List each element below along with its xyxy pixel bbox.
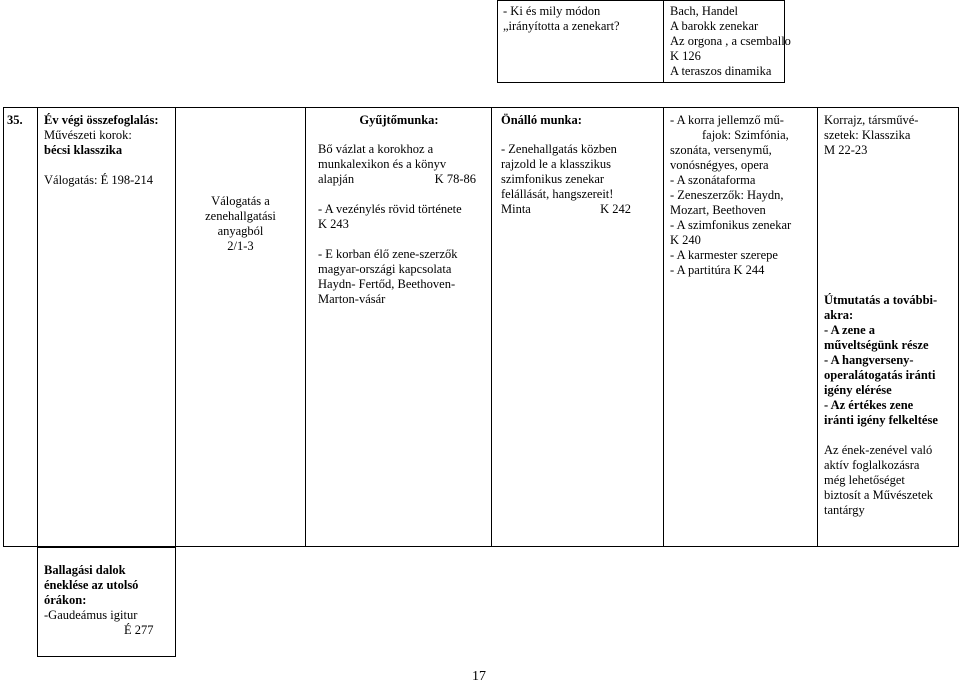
main-table-left-border <box>3 107 4 547</box>
independent-ref: K 242 <box>600 202 631 216</box>
text-line: K 126 <box>670 49 701 63</box>
text-line: - Zenehallgatás közben <box>501 142 617 156</box>
text-line: A barokk zenekar <box>670 19 759 33</box>
guide-item: - A zene a <box>824 323 876 337</box>
text-line: - Zeneszerzők: Haydn, <box>670 188 784 202</box>
bottom-box-top-border <box>37 547 176 548</box>
text-line: - A szonátaforma <box>670 173 756 187</box>
col-divider-2 <box>175 107 176 547</box>
listening-cell <box>176 194 305 254</box>
independent-cell <box>501 113 661 217</box>
top-row-mid-border <box>663 0 664 83</box>
guide-item: műveltségünk része <box>824 338 929 352</box>
text-line: A teraszos dinamika <box>670 64 772 78</box>
text-line: Bach, Handel <box>670 4 739 18</box>
top-question-cell <box>503 4 620 34</box>
farewell-title-line: éneklése az utolsó <box>44 578 139 592</box>
text-line: K 243 <box>318 217 349 231</box>
collecting-title: Gyűjtőmunka: <box>359 113 439 127</box>
text-line: szetek: Klasszika <box>824 128 911 142</box>
text-line: fajok: Szimfónia, <box>702 128 789 142</box>
col-divider-6 <box>817 107 818 547</box>
text-line: - A karmester szerepe <box>670 248 778 262</box>
collecting-cell <box>318 113 480 307</box>
col-divider-3 <box>305 107 306 547</box>
farewell-title-line: Ballagási dalok <box>44 563 126 577</box>
text-line: rajzold le a klasszikus <box>501 157 612 171</box>
text-line: Haydn- Fertőd, Beethoven- <box>318 277 456 291</box>
text-line: magyar-országi kapcsolata <box>318 262 452 276</box>
text-line: Korrajz, társművé- <box>824 113 919 127</box>
guide-item: - Az értékes zene <box>824 398 914 412</box>
top-row-left-border <box>497 0 498 83</box>
guide-title-line: akra: <box>824 308 854 322</box>
farewell-songs-cell <box>44 563 170 638</box>
text-line: 2/1-3 <box>227 239 254 253</box>
top-row-top-border <box>497 0 785 1</box>
text-line: munkalexikon és a könyv <box>318 157 447 171</box>
text-line: aktív foglalkozásra <box>824 458 920 472</box>
text-line: - Ki és mily módon <box>503 4 601 18</box>
topic-subtitle: Művészeti korok: <box>44 128 132 142</box>
text-line: - A partitúra K 244 <box>670 263 765 277</box>
col-divider-4 <box>491 107 492 547</box>
text-line: K 240 <box>670 233 701 247</box>
farewell-title-line: órákon: <box>44 593 87 607</box>
farewell-song: -Gaudeámus igitur <box>44 608 138 622</box>
farewell-ref: É 277 <box>124 623 154 637</box>
collecting-ref: K 78-86 <box>434 172 476 186</box>
topic-title: Év végi összefoglalás: <box>44 113 159 127</box>
text-line: Mozart, Beethoven <box>670 203 766 217</box>
notes-cell <box>824 113 938 518</box>
guide-title-line: Útmutatás a további- <box>824 293 938 307</box>
top-row-bottom-border <box>497 82 785 83</box>
text-line: - A korra jellemző mű- <box>670 113 784 127</box>
guide-item: operalátogatás iránti <box>824 368 936 382</box>
topic-cell <box>44 113 159 188</box>
text-line: M 22-23 <box>824 143 868 157</box>
col-divider-5 <box>663 107 664 547</box>
guide-item: iránti igény felkeltése <box>824 413 938 427</box>
text-line: Minta <box>501 202 531 216</box>
knowledge-cell <box>670 113 791 278</box>
text-line: zenehallgatási <box>205 209 276 223</box>
lesson-number: 35. <box>7 113 23 127</box>
guide-item: igény elérése <box>824 383 892 397</box>
text-line: - A szimfonikus zenekar <box>670 218 792 232</box>
page-number: 17 <box>472 669 486 684</box>
topic-era: bécsi klasszika <box>44 143 123 157</box>
text-line: - E korban élő zene-szerzők <box>318 247 458 261</box>
text-line: felállását, hangszereit! <box>501 187 614 201</box>
topic-selection: Válogatás: É 198-214 <box>44 173 154 187</box>
text-line: Bő vázlat a korokhoz a <box>318 142 434 156</box>
main-table-top-border <box>3 107 959 108</box>
bottom-box-right-border <box>175 547 176 657</box>
text-line: Az orgona , a csemballo <box>670 34 791 48</box>
text-line: tantárgy <box>824 503 865 517</box>
top-topics-cell <box>670 4 791 79</box>
col-divider-1 <box>37 107 38 547</box>
bottom-box-bottom-border <box>37 656 176 657</box>
text-line: vonósnégyes, opera <box>670 158 769 172</box>
text-line: - A vezénylés rövid története <box>318 202 462 216</box>
text-line: alapján <box>318 172 355 186</box>
text-line: Válogatás a <box>211 194 270 208</box>
bottom-box-left-border <box>37 547 38 657</box>
text-line: még lehetőséget <box>824 473 905 487</box>
text-line: biztosít a Művészetek <box>824 488 933 502</box>
text-line: Az ének-zenével való <box>824 443 933 457</box>
text-line: „irányította a zenekart? <box>503 19 620 33</box>
text-line: Marton-vásár <box>318 292 386 306</box>
text-line: anyagból <box>217 224 264 238</box>
guide-item: - A hangverseny- <box>824 353 914 367</box>
text-line: szonáta, versenymű, <box>670 143 772 157</box>
independent-title: Önálló munka: <box>501 113 582 127</box>
text-line: szimfonikus zenekar <box>501 172 605 186</box>
